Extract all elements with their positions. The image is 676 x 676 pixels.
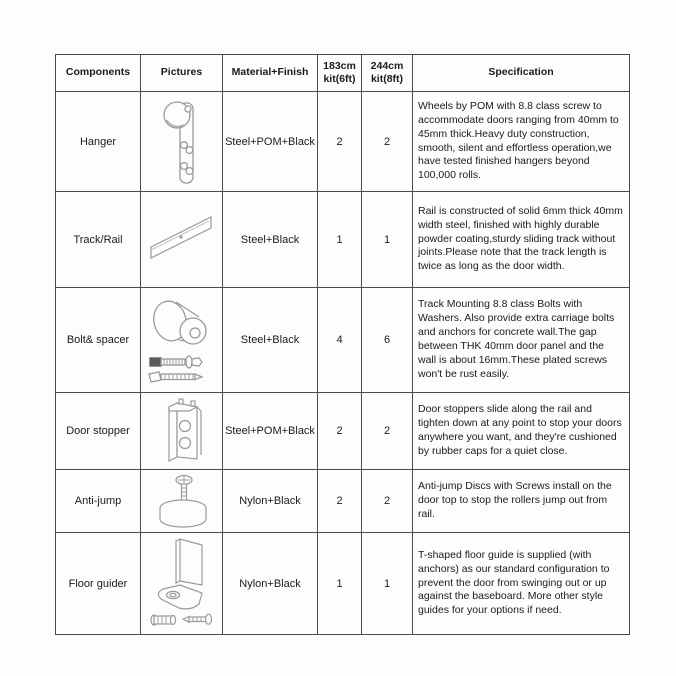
- bolt-spacer-illustration: [143, 290, 221, 390]
- qty-183cm-kit: 4: [318, 288, 362, 393]
- table-row-door-stopper: [56, 393, 630, 470]
- component-name: Door stopper: [56, 393, 141, 470]
- qty-244cm-kit: 1: [362, 192, 413, 288]
- specification-text: Wheels by POM with 8.8 class screw to accommodate doors ranging from 40mm to 45mm thick.Heavy duty construction, smooth, silent and effortless operation,we have tested finished hangers beyond 100,000 rolls.: [413, 92, 630, 192]
- qty-183cm-kit: 1: [318, 533, 362, 635]
- table-row-bolt-spacer: [56, 288, 630, 393]
- qty-183cm-kit: 1: [318, 192, 362, 288]
- floor-guider-illustration: [143, 535, 221, 633]
- anti-jump-illustration: [143, 472, 221, 531]
- header-specification: Specification: [413, 55, 630, 92]
- table-row-track-rail: [56, 192, 630, 288]
- specification-text: Anti-jump Discs with Screws install on the door top to stop the rollers jump out from rail.: [413, 470, 630, 533]
- qty-244cm-kit: 6: [362, 288, 413, 393]
- specification-text: Door stoppers slide along the rail and tighten down at any point to stop your doors anywhere you want, and they're cushioned by rubber caps for a quiet close.: [413, 393, 630, 470]
- header-244cm-kit: 244cm kit(8ft): [362, 55, 413, 92]
- qty-244cm-kit: 2: [362, 393, 413, 470]
- header-material-finish: Material+Finish: [223, 55, 318, 92]
- specification-text: T-shaped floor guide is supplied (with anchors) as our standard configuration to prevent the door from swinging out or up against the baseboard. More other style guides for your options if need.: [413, 533, 630, 635]
- table-row-anti-jump: [56, 470, 630, 533]
- component-name: Hanger: [56, 92, 141, 192]
- qty-244cm-kit: 2: [362, 470, 413, 533]
- material-finish: Steel+POM+Black: [223, 393, 318, 470]
- table-header-row: [56, 55, 630, 92]
- components-table: [55, 54, 630, 635]
- component-name: Anti-jump: [56, 470, 141, 533]
- component-name: Track/Rail: [56, 192, 141, 288]
- component-name: Bolt& spacer: [56, 288, 141, 393]
- table-row-hanger: [56, 92, 630, 192]
- track-rail-illustration: [143, 195, 221, 285]
- material-finish: Steel+Black: [223, 192, 318, 288]
- qty-244cm-kit: 2: [362, 92, 413, 192]
- material-finish: Nylon+Black: [223, 470, 318, 533]
- table-row-floor-guider: [56, 533, 630, 635]
- component-name: Floor guider: [56, 533, 141, 635]
- header-components: Components: [56, 55, 141, 92]
- material-finish: Nylon+Black: [223, 533, 318, 635]
- qty-244cm-kit: 1: [362, 533, 413, 635]
- header-pictures: Pictures: [141, 55, 223, 92]
- qty-183cm-kit: 2: [318, 470, 362, 533]
- header-183cm-kit: 183cm kit(6ft): [318, 55, 362, 92]
- specification-text: Rail is constructed of solid 6mm thick 40mm width steel, finished with highly durable powder coating,sturdy sliding track without joints.Please note that the track length is twice as long as the door width.: [413, 192, 630, 288]
- hanger-illustration: [151, 95, 213, 189]
- specification-text: Track Mounting 8.8 class Bolts with Washers. Also provide extra carriage bolts and anchors for concrete wall.The gap between THK 40mm door panel and the wall is about 16mm.These plated screws won't be rust easily.: [413, 288, 630, 393]
- material-finish: Steel+Black: [223, 288, 318, 393]
- qty-183cm-kit: 2: [318, 92, 362, 192]
- qty-183cm-kit: 2: [318, 393, 362, 470]
- door-stopper-illustration: [149, 395, 215, 468]
- material-finish: Steel+POM+Black: [223, 92, 318, 192]
